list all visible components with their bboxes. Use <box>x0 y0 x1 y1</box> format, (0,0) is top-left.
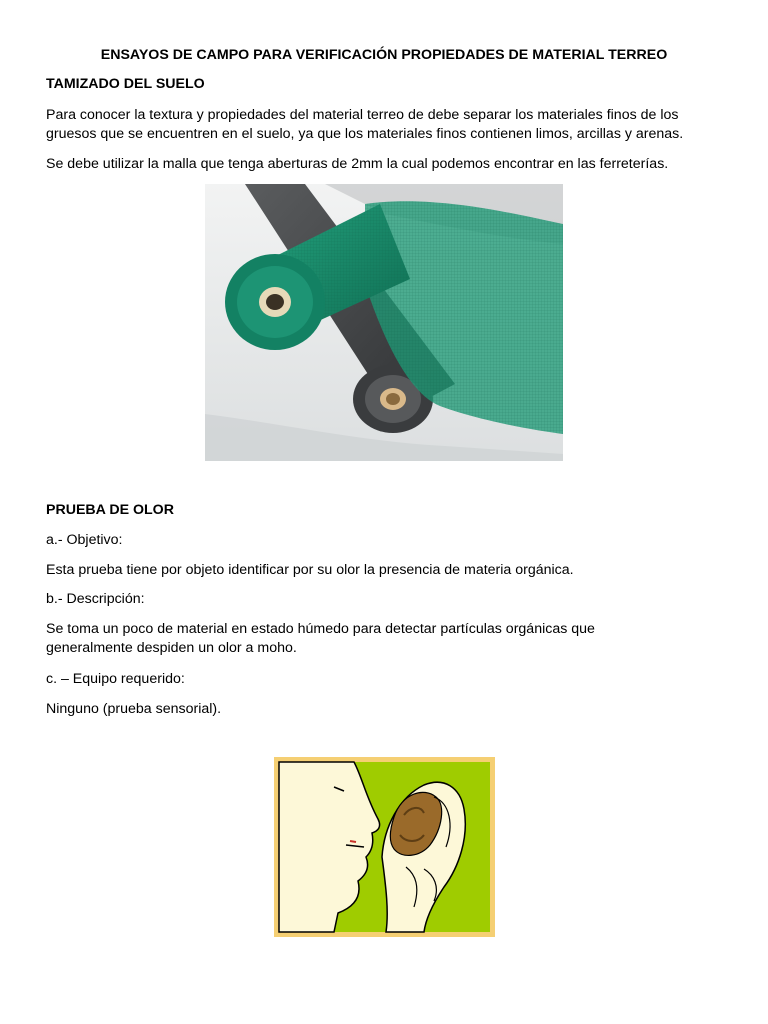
paragraph-line: Para conocer la textura y propiedades del material terreo de debe separar los materiales finos de los <box>46 107 679 123</box>
paragraph: Se debe utilizar la malla que tenga aberturas de 2mm la cual podemos encontrar en las ferreterías. <box>46 156 669 172</box>
list-item-text: Se toma un poco de material en estado húmedo para detectar partículas orgánicas que <box>46 621 595 637</box>
mesh-rolls-photo <box>205 184 563 461</box>
list-item-label: b.- Descripción: <box>46 591 145 607</box>
list-item-label: c. – Equipo requerido: <box>46 671 185 687</box>
section-heading-prueba-olor: PRUEBA DE OLOR <box>46 502 174 518</box>
section-heading-tamizado: TAMIZADO DEL SUELO <box>46 76 205 92</box>
document-title: ENSAYOS DE CAMPO PARA VERIFICACIÓN PROPIEDADES DE MATERIAL TERREO <box>100 47 668 63</box>
list-item-text: generalmente despiden un olor a moho. <box>46 640 297 656</box>
list-item-label: a.- Objetivo: <box>46 532 123 548</box>
list-item-text: Ninguno (prueba sensorial). <box>46 701 222 717</box>
paragraph-line: gruesos que se encuentren en el suelo, ya que los materiales finos contienen limos, arcillas y arenas. <box>46 126 684 142</box>
smelling-soil-illustration <box>274 757 495 937</box>
list-item-text: Esta prueba tiene por objeto identificar por su olor la presencia de materia orgánica. <box>46 562 574 578</box>
